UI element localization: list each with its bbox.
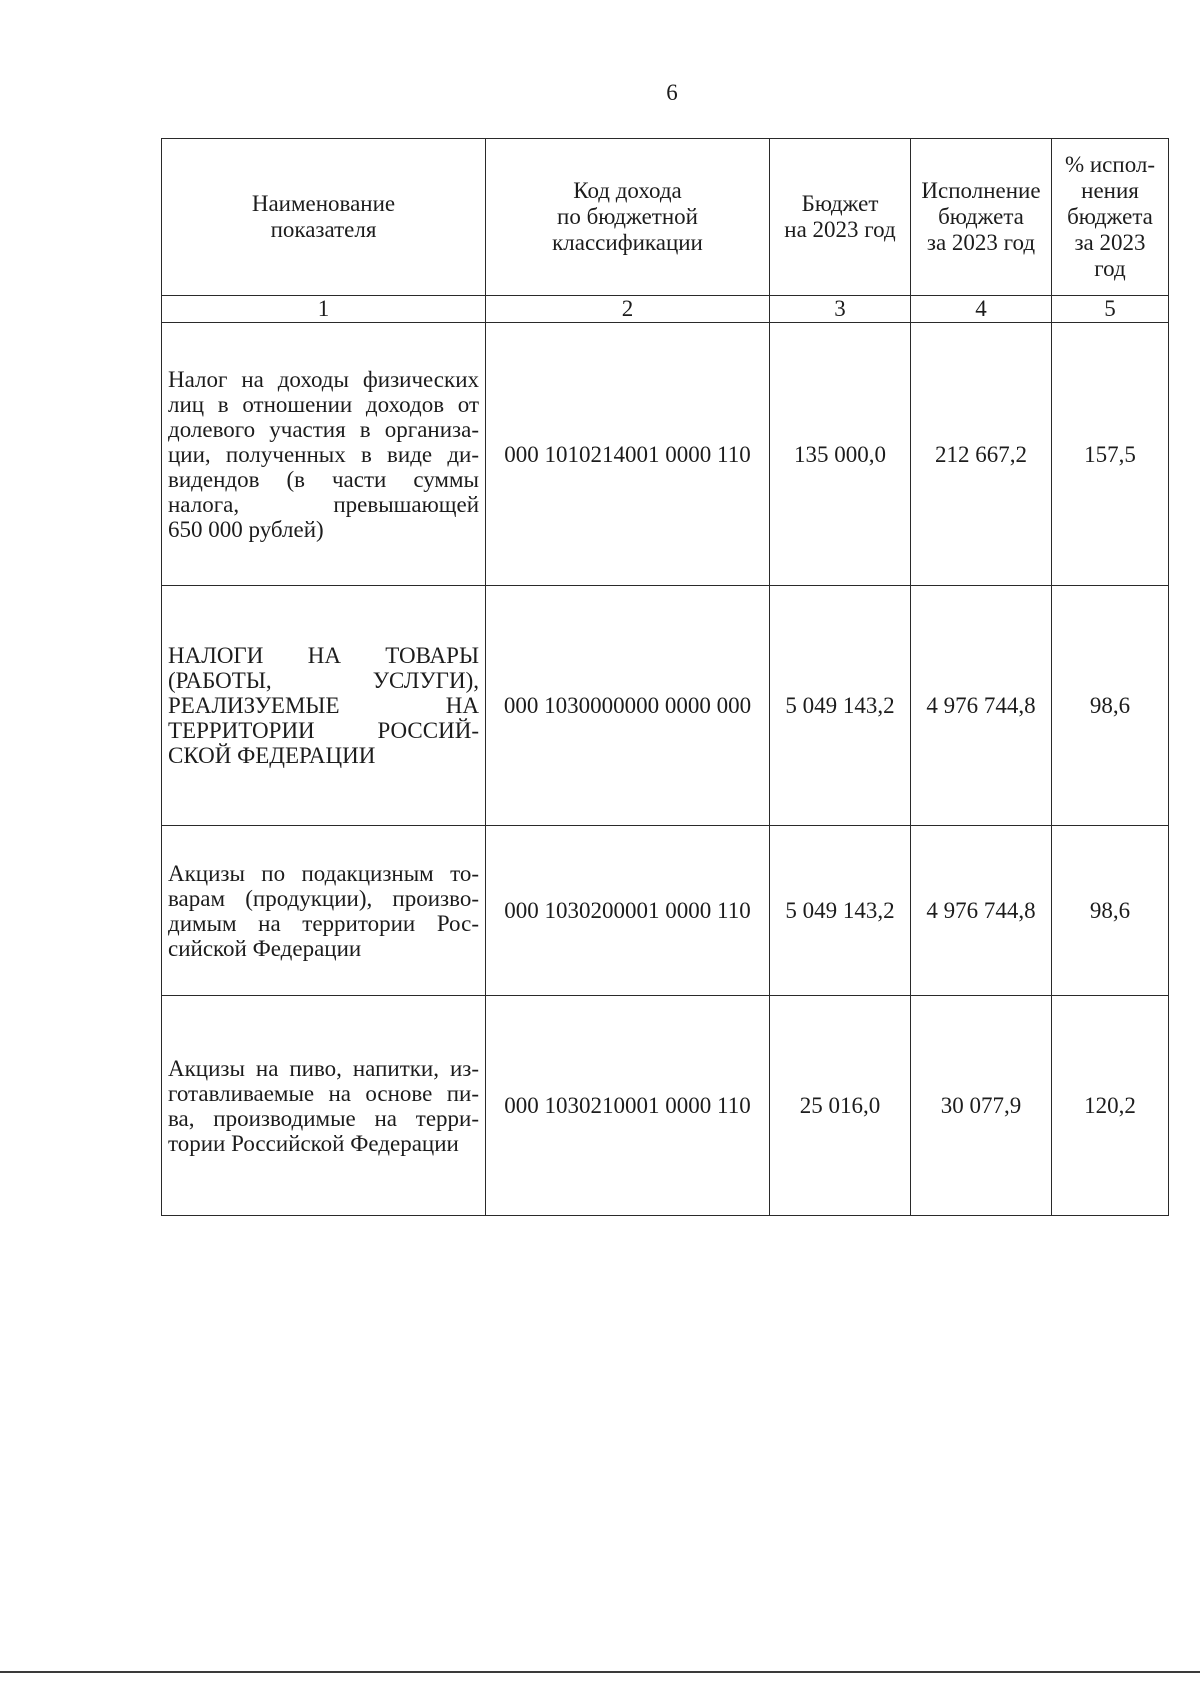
header-line: классификации (552, 230, 703, 255)
budget-cell: 135 000,0 (770, 323, 911, 586)
percent-cell: 98,6 (1052, 826, 1169, 996)
page-number: 6 (666, 80, 678, 105)
header-line: за 2023 (1074, 230, 1146, 255)
indicator-name-line: Акцизы на пиво, напитки, из- (168, 1055, 479, 1081)
income-code-cell: 000 1030000000 0000 000 (486, 586, 770, 826)
header-line: по бюджетной (557, 204, 698, 229)
indicator-name-line: (РАБОТЫ, УСЛУГИ), (168, 668, 479, 693)
header-line: на 2023 год (784, 217, 896, 242)
header-line: бюджета (938, 204, 1024, 229)
indicator-name-line: видендов (в части суммы (168, 466, 479, 492)
indicator-name-line: ции, полученных в виде ди- (168, 441, 479, 467)
header-line: Бюджет (801, 191, 879, 216)
percent-cell: 98,6 (1052, 586, 1169, 826)
header-income-code (486, 139, 770, 296)
table-row (162, 826, 1169, 996)
page-bottom-edge-line (0, 1671, 1200, 1673)
income-code-cell: 000 1010214001 0000 110 (486, 323, 770, 586)
indicator-name-line: налога, превышающей (168, 491, 479, 517)
execution-cell: 30 077,9 (911, 996, 1052, 1216)
table-header-row (162, 139, 1169, 296)
header-budget-2023 (770, 139, 911, 296)
header-line: за 2023 год (926, 230, 1036, 255)
income-code-cell: 000 1030210001 0000 110 (486, 996, 770, 1216)
column-number: 1 (162, 296, 486, 323)
indicator-name-line: 650 000 рублей) (168, 516, 324, 542)
budget-cell: 5 049 143,2 (770, 826, 911, 996)
header-line: Исполнение (921, 178, 1041, 203)
indicator-name-line: ТЕРРИТОРИИ РОССИЙ- (168, 718, 479, 743)
header-indicator-name (162, 139, 486, 296)
indicator-name-cell (162, 996, 486, 1216)
table-row (162, 996, 1169, 1216)
indicator-name-line: СКОЙ ФЕДЕРАЦИИ (168, 743, 376, 768)
header-line: Наименование (251, 191, 396, 216)
indicator-name-cell (162, 826, 486, 996)
indicator-name-line: РЕАЛИЗУЕМЫЕ НА (168, 693, 479, 718)
percent-cell: 157,5 (1052, 323, 1169, 586)
indicator-name-line: ва, производимые на терри- (168, 1105, 479, 1131)
column-number: 3 (770, 296, 911, 323)
indicator-name-line: тории Российской Федерации (168, 1130, 459, 1156)
header-line: нения (1081, 178, 1139, 203)
indicator-name-line: сийской Федерации (168, 935, 362, 961)
column-number: 2 (486, 296, 770, 323)
budget-cell: 25 016,0 (770, 996, 911, 1216)
header-line: % испол- (1064, 152, 1156, 177)
table-row (162, 323, 1169, 586)
column-number: 4 (911, 296, 1052, 323)
header-execution-percent (1052, 139, 1169, 296)
header-line: показателя (270, 217, 377, 242)
header-line: год (1094, 256, 1126, 281)
header-line: Код дохода (573, 178, 682, 203)
budget-cell: 5 049 143,2 (770, 586, 911, 826)
table-row (162, 586, 1169, 826)
column-number: 5 (1052, 296, 1169, 323)
income-code-cell: 000 1030200001 0000 110 (486, 826, 770, 996)
indicator-name-line: НАЛОГИ НА ТОВАРЫ (168, 643, 479, 668)
header-execution-2023 (911, 139, 1052, 296)
column-number-row (162, 296, 1169, 323)
indicator-name-line: Акцизы по подакцизным то- (168, 860, 479, 886)
execution-cell: 212 667,2 (911, 323, 1052, 586)
budget-execution-table (161, 138, 1169, 1216)
indicator-name-line: Налог на доходы физических (168, 366, 479, 392)
execution-cell: 4 976 744,8 (911, 826, 1052, 996)
percent-cell: 120,2 (1052, 996, 1169, 1216)
indicator-name-line: варам (продукции), произво- (168, 885, 479, 911)
indicator-name-cell (162, 586, 486, 826)
indicator-name-line: долевого участия в организа- (168, 416, 479, 442)
indicator-name-cell (162, 323, 486, 586)
execution-cell: 4 976 744,8 (911, 586, 1052, 826)
indicator-name-line: димым на территории Рос- (168, 910, 479, 936)
indicator-name-line: лиц в отношении доходов от (168, 391, 479, 417)
indicator-name-line: готавливаемые на основе пи- (168, 1080, 479, 1106)
header-line: бюджета (1067, 204, 1153, 229)
